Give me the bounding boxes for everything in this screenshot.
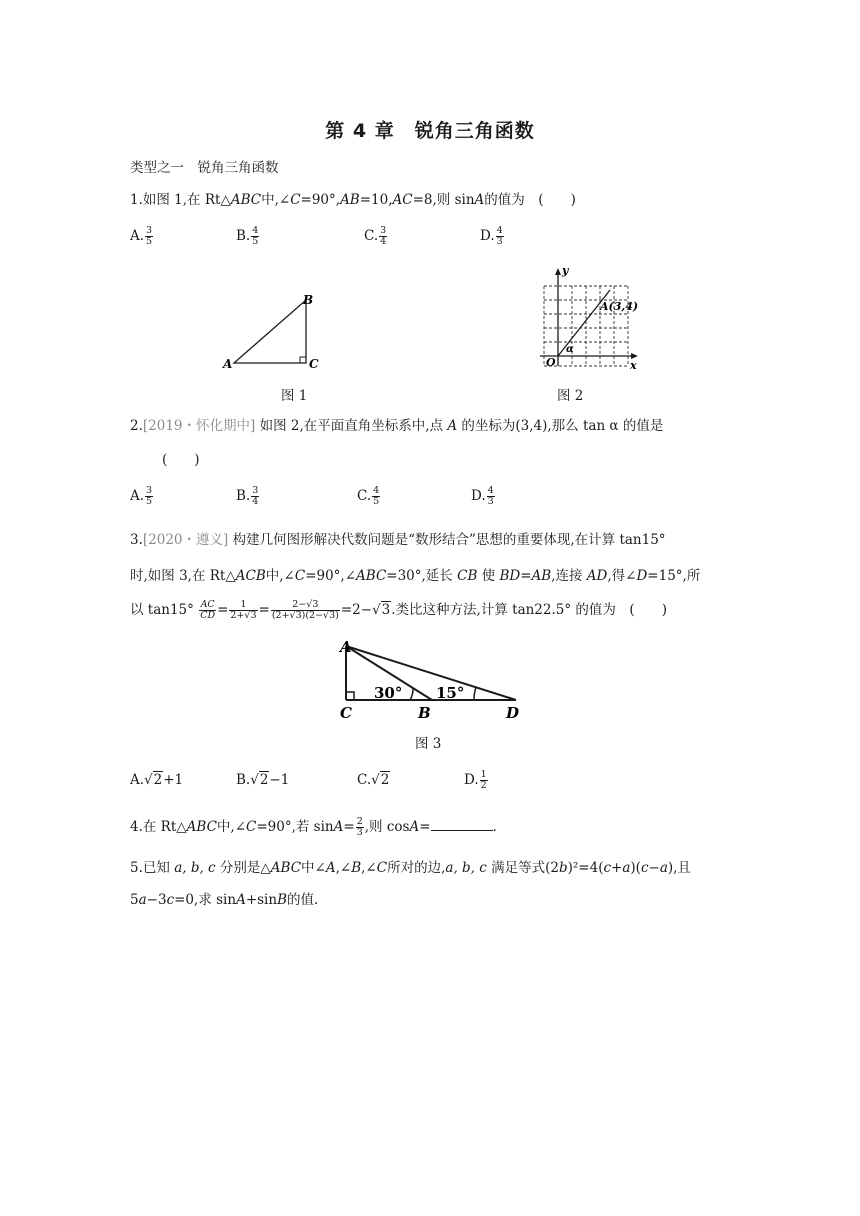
- fig2-label-x: x: [630, 359, 637, 372]
- fig1-label-b: B: [303, 293, 314, 307]
- question-5-line-2: 5a−3c=0,求 sinA+sinB的值.: [130, 892, 319, 908]
- question-3-line-2: 时,如图 3,在 Rt△ACB中,∠C=90°,∠ABC=30°,延长 CB 使 BD=AB,连接 AD,得∠D=15°,所: [130, 568, 701, 584]
- q3-option-c[interactable]: C.√2: [357, 772, 390, 788]
- figure-1-triangle: [220, 288, 330, 378]
- fig2-label-y: y: [562, 264, 569, 277]
- q3-option-a[interactable]: A.√2+1: [130, 772, 184, 788]
- fig1-label-c: C: [309, 357, 319, 371]
- question-1: 1.如图 1,在 Rt△ABC中,∠C=90°,AB=10,AC=8,则 sinA的值为 ( ): [130, 192, 576, 208]
- question-5-line-1: 5.已知 a, b, c 分别是△ABC中∠A,∠B,∠C所对的边,a, b, c 满足等式(2b)²=4(c+a)(c−a),且: [130, 860, 691, 876]
- fig3-label-b: B: [418, 704, 431, 722]
- q2-source: [2019・怀化期中]: [142, 418, 256, 434]
- q1-option-b[interactable]: B. $\frac{4}{5}$: [236, 225, 259, 247]
- q3-option-d[interactable]: D. $\frac{1}{2}$: [464, 769, 487, 791]
- fig3-angle-30: 30°: [374, 684, 403, 702]
- q2-option-a[interactable]: A. $\frac{3}{5}$: [130, 485, 153, 507]
- figure-3-triangle: [336, 636, 526, 726]
- question-3-line-3: 以 tan15° $\frac{AC}{CD}$ = $\frac{1}{2+√3}$ = $\frac{2-√3}{(2+√3)(2-√3)}$ =2−√3.类比这种方法,计算 tan22.5° 的值为 ( ): [130, 599, 667, 621]
- q4-answer-blank[interactable]: [431, 816, 493, 831]
- fig3-label-a: A: [340, 638, 352, 656]
- section-heading: 类型之一 锐角三角函数: [130, 160, 279, 176]
- q3-source: [2020・遵义]: [142, 532, 229, 548]
- q3-option-b[interactable]: B.√2−1: [236, 772, 290, 788]
- q2-answer-paren: ( ): [162, 452, 200, 468]
- question-2: 2.[2019・怀化期中] 如图 2,在平面直角坐标系中,点 A 的坐标为(3,4),那么 tan α 的值是: [130, 418, 664, 434]
- q1-option-c[interactable]: C. $\frac{3}{4}$: [364, 225, 387, 247]
- fig1-label-a: A: [223, 357, 233, 371]
- figure-2-coordinate-grid: [536, 262, 648, 374]
- fig3-label-c: C: [340, 704, 352, 722]
- question-4: 4.在 Rt△ABC中,∠C=90°,若 sinA= $\frac{2}{3}$ ,则 cosA= .: [130, 816, 497, 838]
- q2-option-b[interactable]: B. $\frac{3}{4}$: [236, 485, 259, 507]
- fig2-label-o: O: [546, 356, 556, 369]
- fig3-label-d: D: [506, 704, 520, 722]
- q1-option-d[interactable]: D. $\frac{4}{3}$: [480, 225, 503, 247]
- q1-option-a[interactable]: A. $\frac{3}{5}$: [130, 225, 153, 247]
- fig3-angle-15: 15°: [436, 684, 465, 702]
- fig2-label-alpha: α: [566, 344, 574, 355]
- q2-option-d[interactable]: D. $\frac{4}{3}$: [471, 485, 494, 507]
- figure-2-caption: 图 2: [557, 388, 584, 404]
- q2-option-c[interactable]: C. $\frac{4}{5}$: [357, 485, 380, 507]
- fig2-label-point: A(3,4): [600, 300, 639, 313]
- page-title: 第 4 章 锐角三角函数: [325, 120, 535, 142]
- figure-3-caption: 图 3: [415, 736, 442, 752]
- question-3-line-1: 3.[2020・遵义] 构建几何图形解决代数问题是“数形结合”思想的重要体现,在计算 tan15°: [130, 532, 666, 548]
- figure-1-caption: 图 1: [281, 388, 308, 404]
